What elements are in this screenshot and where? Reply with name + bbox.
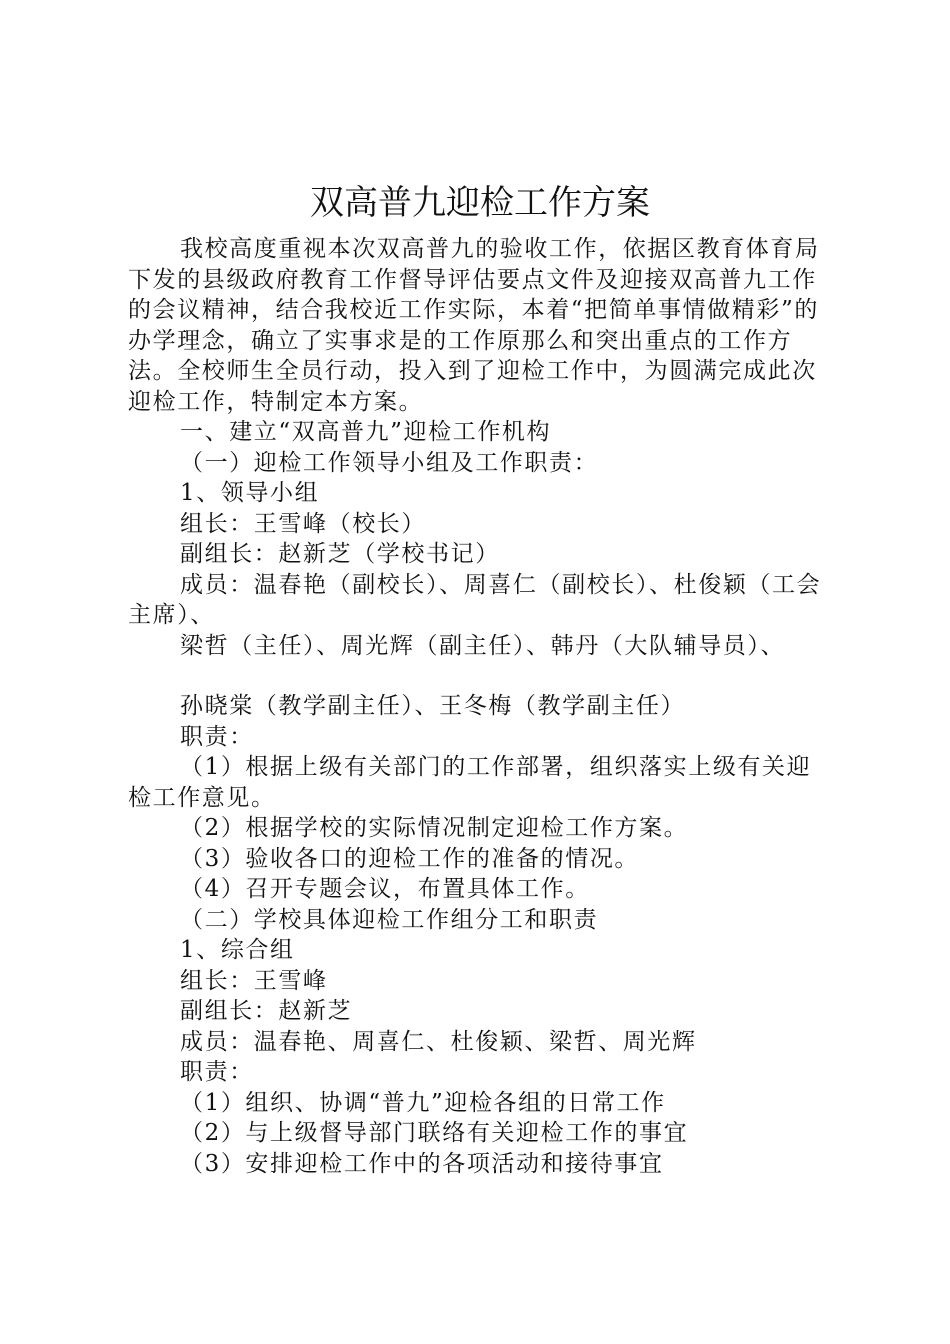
group2-heading: 1、综合组 bbox=[180, 937, 295, 963]
group1-duty: （2）根据学校的实际情况制定迎检工作方案。 bbox=[180, 815, 689, 841]
group1-duty: （1）根据上级有关部门的工作部署，组织落实上级有关迎检工作意见。 bbox=[128, 754, 812, 811]
blank-line bbox=[128, 661, 828, 691]
group1-leader: 组长：王雪峰（校长） bbox=[180, 510, 426, 537]
document-title: 双高普九迎检工作方案 bbox=[310, 183, 650, 223]
subsection-heading-1: （一）迎检工作领导小组及工作职责： bbox=[180, 449, 599, 476]
section-heading-1: 一、建立“双高普九”迎检工作机构 bbox=[180, 419, 552, 445]
group2-duty-label: 职责： bbox=[180, 1059, 254, 1085]
group1-deputy: 副组长：赵新芝（学校书记） bbox=[180, 541, 500, 567]
group2-members: 成员：温春艳、周喜仁、杜俊颖、梁哲、周光辉 bbox=[180, 1028, 697, 1055]
document-body bbox=[128, 234, 828, 1179]
subsection-heading-2: （二）学校具体迎检工作组分工和职责 bbox=[180, 906, 599, 933]
intro-paragraph: 我校高度重视本次双高普九的验收工作，依据区教育体育局下发的县级政府教育工作督导评估要点文件及迎接双高普九工作的会议精神，结合我校近工作实际，本着“把简单事情做精彩”的办学理念，确立了实事求是的工作原那么和突出重点的工作方法。全校师生全员行动，投入到了迎检工作中，为圆满完成此次迎检工作，特制定本方案。 bbox=[128, 236, 820, 415]
group1-members-a: 成员：温春艳（副校长）、周喜仁（副校长）、杜俊颖（工会主席）、 bbox=[128, 571, 822, 628]
group1-duty: （3）验收各口的迎检工作的准备的情况。 bbox=[180, 845, 640, 872]
group2-duty: （3）安排迎检工作中的各项活动和接待事宜 bbox=[180, 1150, 664, 1177]
group1-members-b: 梁哲（主任）、周光辉（副主任）、韩丹（大队辅导员）、 bbox=[180, 632, 786, 659]
group1-members-c: 孙晓棠（教学副主任）、王冬梅（教学副主任） bbox=[180, 693, 686, 719]
group2-duty: （2）与上级督导部门联络有关迎检工作的事宜 bbox=[180, 1120, 689, 1146]
group2-duty: （1）组织、协调“普九”迎检各组的日常工作 bbox=[180, 1089, 666, 1116]
group2-deputy: 副组长：赵新芝 bbox=[180, 998, 353, 1024]
group1-duty: （4）召开专题会议，布置具体工作。 bbox=[180, 876, 590, 902]
group2-leader: 组长：王雪峰 bbox=[180, 967, 328, 994]
group1-heading: 1、领导小组 bbox=[180, 480, 320, 506]
group1-duty-label: 职责： bbox=[180, 723, 254, 750]
